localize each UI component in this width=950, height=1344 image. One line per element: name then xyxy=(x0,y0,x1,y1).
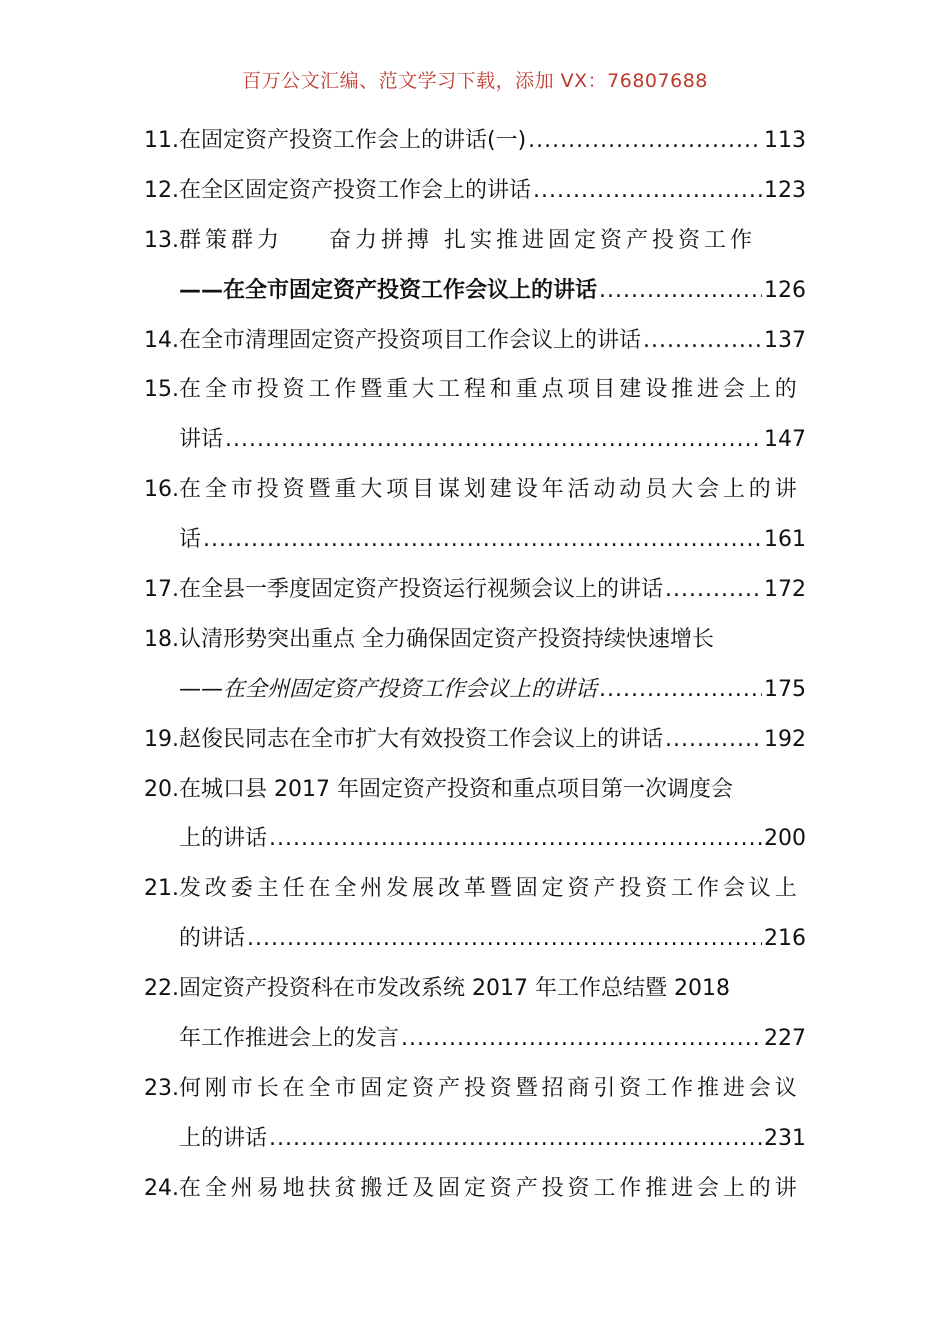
toc-entry-14[interactable] xyxy=(144,316,806,366)
entry-title: 在全市投资工作暨重大工程和重点项目建设推进会上的 xyxy=(179,377,801,403)
toc-entry-23[interactable] xyxy=(144,1064,806,1114)
entry-number: 24. xyxy=(144,1175,179,1201)
toc-entry-15-cont[interactable] xyxy=(144,415,806,465)
toc-entry-20[interactable] xyxy=(144,765,806,815)
dot-leader xyxy=(533,166,762,216)
toc-entry-24[interactable] xyxy=(144,1164,806,1214)
toc-entry-15[interactable] xyxy=(144,365,806,415)
toc-entry-16[interactable] xyxy=(144,465,806,515)
entry-title: 在全市投资暨重大项目谋划建设年活动动员大会上的讲 xyxy=(179,477,801,503)
toc-entry-21[interactable] xyxy=(144,864,806,914)
entry-page-number: 137 xyxy=(764,327,806,353)
dot-leader xyxy=(528,116,762,166)
entry-title: 在全市清理固定资产投资项目工作会议上的讲话 xyxy=(179,327,642,353)
toc-entry-12[interactable] xyxy=(144,166,806,216)
toc-entry-18[interactable] xyxy=(144,615,806,665)
entry-number: 22. xyxy=(144,976,179,1002)
entry-title: 固定资产投资科在市发改系统 2017 年工作总结暨 2018 xyxy=(179,976,730,1002)
dot-leader xyxy=(401,1014,762,1064)
entry-page-number: 126 xyxy=(764,277,806,303)
toc-entry-21-cont[interactable] xyxy=(144,914,806,964)
entry-title: 在固定资产投资工作会上的讲话(一) xyxy=(179,128,527,153)
entry-title-continued: 的讲话 xyxy=(179,926,246,952)
dot-leader xyxy=(665,715,762,765)
entry-number: 12. xyxy=(144,177,179,203)
entry-subtitle: ——在全市固定资产投资工作会议上的讲话 xyxy=(179,277,598,303)
entry-number: 14. xyxy=(144,327,179,353)
dot-leader xyxy=(269,1114,762,1164)
dot-leader xyxy=(599,665,762,715)
toc-entry-23-cont[interactable] xyxy=(144,1114,806,1164)
toc-entry-22-cont[interactable] xyxy=(144,1014,806,1064)
toc-entry-18-subtitle[interactable] xyxy=(144,665,806,715)
toc-entry-17[interactable] xyxy=(144,565,806,615)
entry-page-number: 161 xyxy=(764,527,806,553)
entry-title: 在全区固定资产投资工作会上的讲话 xyxy=(179,177,532,203)
toc-entry-22[interactable] xyxy=(144,964,806,1014)
entry-number: 20. xyxy=(144,776,179,802)
entry-title: 在全县一季度固定资产投资运行视频会议上的讲话 xyxy=(179,577,664,603)
table-of-contents xyxy=(144,116,806,1214)
toc-entry-16-cont[interactable] xyxy=(144,515,806,565)
entry-title-continued: 上的讲话 xyxy=(179,826,268,852)
dot-leader xyxy=(247,914,762,964)
entry-title-continued: 年工作推进会上的发言 xyxy=(179,1026,400,1052)
entry-page-number: 172 xyxy=(764,577,806,603)
entry-page-number: 227 xyxy=(764,1026,806,1052)
entry-number: 21. xyxy=(144,876,179,902)
toc-entry-11[interactable] xyxy=(144,116,806,166)
page-header-banner: 百万公文汇编、范文学习下载，添加 VX：76807688 xyxy=(242,70,708,92)
entry-title: 在城口县 2017 年固定资产投资和重点项目第一次调度会 xyxy=(179,776,733,802)
entry-number: 17. xyxy=(144,577,179,603)
entry-number: 15. xyxy=(144,377,179,403)
entry-page-number: 200 xyxy=(764,826,806,852)
entry-page-number: 113 xyxy=(764,128,806,153)
entry-title-continued: 话 xyxy=(179,527,202,553)
dot-leader xyxy=(269,814,762,864)
dot-leader xyxy=(203,515,762,565)
entry-page-number: 216 xyxy=(764,926,806,952)
entry-page-number: 231 xyxy=(764,1125,806,1151)
entry-number: 19. xyxy=(144,726,179,752)
toc-entry-13[interactable] xyxy=(144,216,806,266)
entry-title: 赵俊民同志在全市扩大有效投资工作会议上的讲话 xyxy=(179,726,664,752)
entry-number: 23. xyxy=(144,1075,179,1101)
dot-leader xyxy=(665,565,762,615)
entry-number: 13. xyxy=(144,227,179,253)
entry-title-continued: 讲话 xyxy=(179,427,224,453)
entry-page-number: 147 xyxy=(764,427,806,453)
entry-title: 认清形势突出重点 全力确保固定资产投资持续快速增长 xyxy=(179,626,714,652)
entry-title-part-2: 奋力拼搏 扎实推进固定资产投资工作 xyxy=(329,227,757,253)
entry-page-number: 175 xyxy=(764,676,806,702)
toc-entry-20-cont[interactable] xyxy=(144,814,806,864)
dot-leader xyxy=(599,266,762,316)
entry-page-number: 123 xyxy=(764,177,806,203)
entry-title: 何刚市长在全市固定资产投资暨招商引资工作推进会议 xyxy=(179,1075,801,1101)
entry-number: 16. xyxy=(144,477,179,503)
toc-entry-19[interactable] xyxy=(144,715,806,765)
entry-title: 在全州易地扶贫搬迁及固定资产投资工作推进会上的讲 xyxy=(179,1175,801,1201)
dot-leader xyxy=(643,316,762,366)
entry-subtitle: ——在全州固定资产投资工作会议上的讲话 xyxy=(179,676,598,702)
entry-title-part-1: 群策群力 xyxy=(179,227,284,253)
entry-page-number: 192 xyxy=(764,726,806,752)
dot-leader xyxy=(225,415,762,465)
entry-number: 18. xyxy=(144,626,179,652)
entry-title-continued: 上的讲话 xyxy=(179,1125,268,1151)
toc-entry-13-subtitle[interactable] xyxy=(144,266,806,316)
entry-number: 11. xyxy=(144,128,179,153)
entry-title: 发改委主任在全州发展改革暨固定资产投资工作会议上 xyxy=(179,876,801,902)
